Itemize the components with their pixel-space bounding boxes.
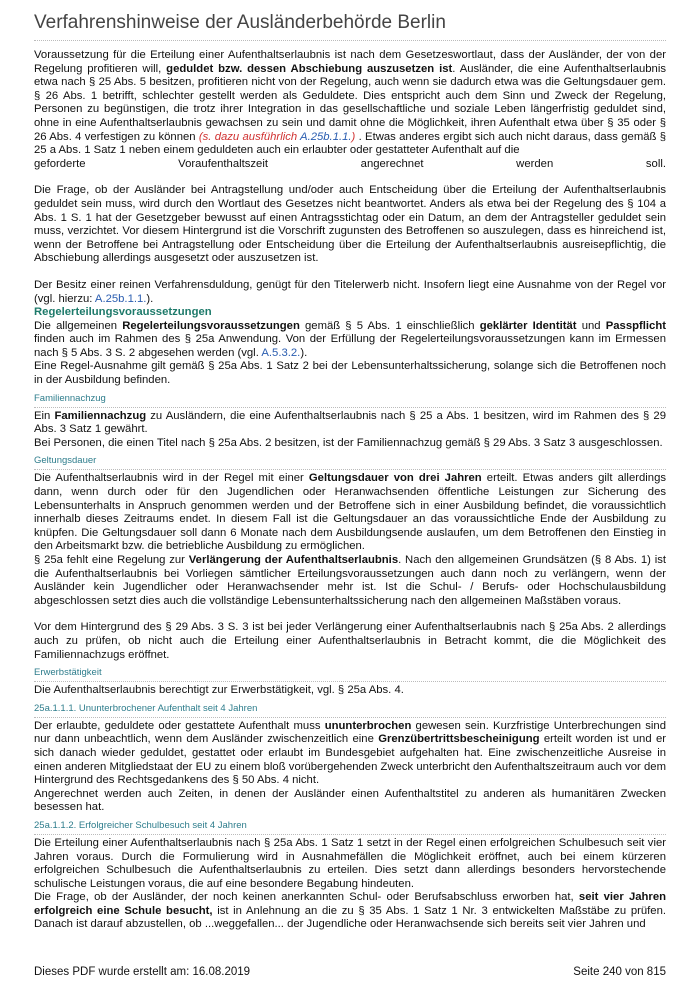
- text: und: [576, 319, 606, 332]
- text: ).: [146, 292, 154, 305]
- paragraph-familiennachzug-ausschluss: Bei Personen, die einen Titel nach § 25a Abs. 2 besitzen, ist der Familiennachzug gemäß § 29 Abs. 3 Satz 3 ausgeschlossen.: [34, 436, 663, 449]
- text: . Ausländer, die eine Aufenthaltserlaubnis etwa nach § 25 Abs. 5 besitzen, profitieren nicht von der Regelung, auch wenn sie dadurch etwa was die Geltungsdauer gem. § 26 Abs. 1 betrifft, schlechter gestellt werden als Geduldete. Dies entspricht auch dem Sinn und Zweck der Regelung, Personen zu begünstigen, die trotz ihrer Integration in das gesellschaftliche und soziale Leben längerfristig geduldet sind, ohne in eine Aufenthaltserlaubnis gewachsen zu sein und damit ohne die Möglichkeit, ihren Aufenthalt etwa über § 35 oder § 26 Abs. 4 verfestigen zu können: [34, 62, 667, 143]
- text: ).: [300, 346, 308, 359]
- paragraph-verlaengerung-pruefung: Vor dem Hintergrund des § 29 Abs. 3 S. 3 ist bei jeder Verlängerung einer Aufenthaltserlaubnis nach § 25a Abs. 2 allerdings auch zu prüfen, ob nicht auch die Erteilung einer Aufenthaltserlaubnis in Betracht kommt, die die Möglichkeit des Familiennachzugs eröffnet.: [34, 621, 666, 661]
- bold-text: Geltungsdauer von drei Jahren: [308, 472, 482, 485]
- text: § 25a fehlt eine Regelung zur: [34, 554, 189, 566]
- bold-text: seit vier Jahren erfolgreich eine Schule besucht,: [34, 891, 667, 917]
- bold-text: Verlängerung der Aufenthaltserlaubnis: [188, 554, 399, 566]
- paragraph-line-spread: geforderte Voraufenthaltszeit angerechnet werden soll.: [34, 157, 666, 170]
- text: ist in Anlehnung an die zu § 35 Abs. 1 Satz 1 Nr. 3 entwickelten Maßstäbe zu prüfen. Danach ist darauf abzustellen, ob ...weggefallen... der Jugendliche oder Heranwachsende sich bereits seit vier Jahren und: [34, 904, 666, 931]
- document-page: [34, 8, 666, 932]
- footer-page-number: Seite 240 von 815: [573, 966, 666, 978]
- text: finden auch im Rahmen des § 25a Anwendung. Von der Erfüllung der Regelerteilungsvoraussetzungen kann im Ermessen nach § 5 Abs. 3 S. 2 abgesehen werden (vgl.: [34, 333, 666, 359]
- reference-note-text: (s. dazu ausführlich: [198, 130, 301, 143]
- bold-text: ununterbrochen: [324, 719, 412, 732]
- reference-note-text: ): [351, 130, 356, 143]
- text: Die allgemeinen: [34, 319, 123, 332]
- section-heading-geltungsdauer: Geltungsdauer: [34, 455, 666, 470]
- paragraph-regelerteilung: [34, 320, 666, 361]
- bold-text: Passpflicht: [605, 319, 666, 332]
- paragraph-verlaengerung: [34, 554, 666, 608]
- bold-text: geduldet bzw. dessen Abschiebung auszusetzen ist: [166, 62, 453, 75]
- text: erteilt. Etwas anders gilt allerdings dann, wenn durch oder für den Jugendlichen oder Heranwachsenden öffentliche Leistungen zur Sicherung des Lebensunterhalts in Anspruch genommen werden und der Betroffene sich in einer Ausbildung befindet, die voraussichtlich innerhalb dieses Zeitraums endet. In diesem Fall ist die Geltungsdauer an das voraussichtliche Ende der Ausbildung zu knüpfen. Die Geltungsdauer soll dann 6 Monate nach dem Ausbildungsende auslaufen, um dem Betroffenen den Einstieg in den Arbeitsmarkt bzw. die betriebliche Ausbildung zu ermöglichen.: [34, 472, 666, 553]
- text: Voraussetzung für die Erteilung einer Aufenthaltserlaubnis ist nach dem Gesetzeswortlaut, dass der Ausländer, der von der Regelung profitieren will,: [34, 49, 666, 75]
- reference-link-a5-3-2[interactable]: A.5.3.2.: [261, 346, 301, 359]
- section-heading-25a-1-1-2: 25a.1.1.2. Erfolgreicher Schulbesuch seit 4 Jahren: [34, 820, 666, 835]
- paragraph-ununterbrochen: [34, 720, 666, 788]
- section-heading-regelerteilung: Regelerteilungsvoraussetzungen: [34, 306, 212, 319]
- section-heading-erwerbstaetigkeit: Erwerbstätigkeit: [34, 667, 666, 682]
- text: Die Aufenthaltserlaubnis wird in der Regel mit einer: [34, 472, 309, 485]
- text: erteilt worden ist und er sich danach wieder geduldet, gestattet oder erlaubt im Bundesgebiet aufgehalten hat. Eine zwischenzeitliche Ausreise in einen anderen Mitgliedstaat der EU zu einem bloß vorübergehenden Zweck unterbricht den Aufenthaltszeitraum auch vor dem Hintergrund des Rechtsgedankens des § 50 Abs. 4 nicht.: [34, 733, 666, 787]
- paragraph-regel-ausnahme: Eine Regel-Ausnahme gilt gemäß § 25a Abs. 1 Satz 2 bei der Lebensunterhaltssicherung, solange sich die Betroffenen noch in der Ausbildung befinden.: [34, 360, 666, 387]
- text: . Etwas anderes ergibt sich auch nicht daraus, dass gemäß § 25 a Abs. 1 Satz 1 neben einem geduldeten auch ein erlaubter oder gestatteter Aufenthalt auf die: [34, 130, 666, 157]
- section-heading-familiennachzug: Familiennachzug: [34, 393, 666, 408]
- section-heading-25a-1-1-1: 25a.1.1.1. Ununterbrochener Aufenthalt seit 4 Jahren: [34, 703, 666, 718]
- reference-link-a25b-1-1[interactable]: A.25b.1.1.: [300, 130, 352, 143]
- paragraph-verfahrensduldung: [34, 279, 666, 306]
- text: gemäß § 5 Abs. 1 einschließlich: [299, 319, 480, 332]
- paragraph-geltungsdauer: [34, 472, 666, 554]
- text: Die Frage, ob der Ausländer, der noch keinen anerkannten Schul- oder Berufsabschluss erworben hat,: [34, 891, 579, 904]
- text: Der erlaubte, geduldete oder gestattete Aufenthalt muss: [34, 719, 325, 732]
- reference-link-a25b-1-1[interactable]: A.25b.1.1.: [94, 292, 147, 305]
- bold-text: Grenzübertrittsbescheinigung: [378, 733, 540, 746]
- footer-created-date: Dieses PDF wurde erstellt am: 16.08.2019: [34, 966, 251, 978]
- paragraph-erwerbstaetigkeit: Die Aufenthaltserlaubnis berechtigt zur Erwerbstätigkeit, vgl. § 25a Abs. 4.: [34, 684, 404, 697]
- paragraph-antragstellung: Die Frage, ob der Ausländer bei Antragstellung und/oder auch Entscheidung über die Erteilung der Aufenthaltserlaubnis geduldet sein muss, wird durch den Wortlaut des Gesetzes nicht beantwortet. Anders als etwa bei der Regelung des § 104 a Abs. 1 S. 1 hat der Gesetzgeber bewusst auf einen Antragsstichtag oder ein Datum, an dem der Antragsteller geduldet sein muss, verzichtet. Vor diesem Hintergrund ist die Vorschrift zugunsten des Betroffenen so auszulegen, dass es hinreichend ist, wenn der Betroffene bei Antragstellung oder Entscheidung über die Erteilung der Aufenthaltserlaubnis ausreisepflichtig, die Abschiebung allerdings ausgesetzt oder auszusetzen ist.: [34, 184, 666, 265]
- page-title: Verfahrenshinweise der Ausländerbehörde Berlin: [34, 8, 666, 41]
- bold-text: Regelerteilungsvoraussetzungen: [122, 319, 300, 332]
- paragraph-familiennachzug: [34, 410, 666, 437]
- text: Ein: [34, 409, 55, 422]
- text: Der Besitz einer reinen Verfahrensduldung, genügt für den Titelerwerb nicht. Insofern liegt eine Ausnahme von der Regel vor (vgl. hierzu:: [34, 278, 666, 305]
- bold-text: geklärter Identität: [479, 319, 577, 332]
- text: gewesen sein. Kurzfristige Unterbrechungen sind nur dann unbeachtlich, wenn dem Ausländer zwischenzeitlich eine: [34, 719, 666, 746]
- paragraph-duldung-voraussetzung: [34, 49, 666, 158]
- paragraph-anrechnung: Angerechnet werden auch Zeiten, in denen der Ausländer einen Aufenthaltstitel zu anderen als humanitären Zwecken besessen hat.: [34, 787, 666, 814]
- text: . Nach den allgemeinen Grundsätzen (§ 8 Abs. 1) ist die Aufenthaltserlaubnis bei Vorliegen sämtlicher Erteilungsvoraussetzungen auch dann noch zu verlängern, wenn der Ausländer kein Jugendlicher oder Heranwachsender mehr ist. Ist die Schul- / Berufs- oder Hochschulausbildung abgeschlossen setzt dies auch die vollständige Lebensunterhaltssicherung nach den allgemeinen Maßstäben voraus.: [34, 554, 667, 607]
- paragraph-schulbesuch-frage: [34, 891, 666, 932]
- text: zu Ausländern, die eine Aufenthaltserlaubnis nach § 25 a Abs. 1 besitzen, wird im Rahmen des § 29 Abs. 3 Satz 1 gewährt.: [34, 409, 667, 436]
- paragraph-schulbesuch: Die Erteilung einer Aufenthaltserlaubnis nach § 25a Abs. 1 Satz 1 setzt in der Regel einen erfolgreichen Schulbesuch seit vier Jahren voraus. Durch die Formulierung wird in Ausnahmefällen die Möglichkeit eröffnet, auch bei einem kürzeren erfolgreichen Schulbesuch die Aufenthaltserlaubnis zu erteilen. Dies setzt dann allerdings besonders hervorstechende schulische Leistungen voraus, die auf eine besondere Begabung hindeuten.: [34, 836, 666, 890]
- bold-text: Familiennachzug: [54, 409, 147, 422]
- reference-note: [199, 131, 355, 143]
